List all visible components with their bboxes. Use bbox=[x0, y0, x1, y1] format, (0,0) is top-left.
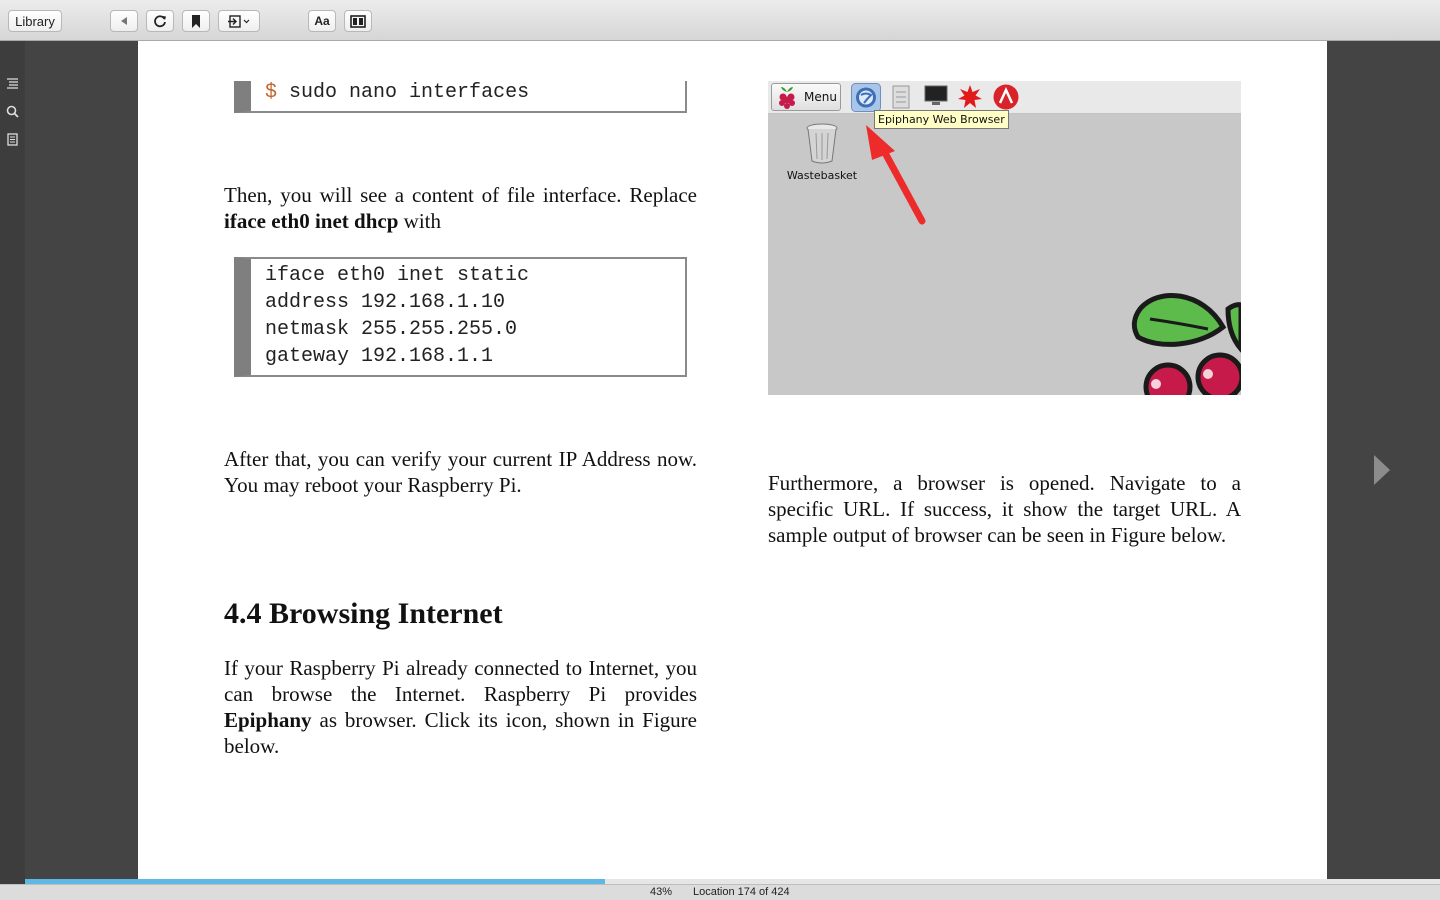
paragraph-browser-opened: Furthermore, a browser is opened. Navigate to a specific URL. If success, it show the target URL. A sample output of browser can be seen in Figure below. bbox=[768, 471, 1241, 547]
paragraph-interface bbox=[224, 182, 697, 234]
red-arrow-annotation bbox=[860, 125, 930, 225]
figure-menu-button bbox=[771, 83, 841, 111]
font-settings-button[interactable]: Aa bbox=[308, 10, 336, 32]
terminal-icon bbox=[924, 85, 948, 107]
wastebasket-label: Wastebasket bbox=[786, 169, 858, 182]
bookmark-button[interactable] bbox=[182, 10, 210, 32]
code-line: address 192.168.1.10 bbox=[265, 291, 506, 314]
figure-tooltip: Epiphany Web Browser bbox=[874, 110, 1009, 129]
go-to-button[interactable] bbox=[218, 10, 260, 32]
figure-desktop-screenshot bbox=[768, 81, 1241, 395]
para-text-tail: with bbox=[398, 209, 441, 233]
wolfram-icon bbox=[992, 83, 1020, 111]
notes-icon[interactable] bbox=[6, 133, 19, 146]
go-to-icon bbox=[227, 15, 251, 28]
next-page-arrow-icon[interactable] bbox=[1374, 455, 1390, 485]
para-text: If your Raspberry Pi already connected to Internet, you can browse the Internet. Raspberry Pi provides bbox=[224, 656, 697, 706]
paragraph-browsing bbox=[224, 655, 697, 759]
search-icon[interactable] bbox=[6, 105, 19, 118]
raspberry-wallpaper-logo bbox=[1128, 289, 1241, 395]
wastebasket-icon bbox=[804, 122, 840, 164]
view-mode-button[interactable] bbox=[344, 10, 372, 32]
library-button[interactable]: Library bbox=[8, 10, 62, 32]
code-line: gateway 192.168.1.1 bbox=[265, 345, 494, 368]
top-toolbar bbox=[0, 0, 1440, 41]
code-line: iface eth0 inet static bbox=[265, 264, 530, 287]
para-bold-epiphany: Epiphany bbox=[224, 708, 312, 732]
code-block-command bbox=[234, 81, 687, 113]
figure-menu-label: Menu bbox=[804, 90, 837, 104]
status-bar bbox=[0, 884, 1440, 900]
para-text-tail: as browser. Click its icon, shown in Figure below. bbox=[224, 708, 697, 758]
two-column-icon bbox=[350, 15, 366, 28]
back-arrow-icon bbox=[119, 16, 129, 26]
paragraph-verify-ip: After that, you can verify your current IP Address now. You may reboot your Raspberry Pi. bbox=[224, 447, 697, 497]
sync-icon bbox=[153, 14, 167, 28]
left-rail bbox=[0, 41, 25, 886]
location-indicator: Location 174 of 424 bbox=[693, 886, 790, 898]
math-kernel-icon bbox=[957, 84, 983, 110]
shell-prompt: $ bbox=[265, 81, 278, 104]
back-button[interactable] bbox=[110, 10, 138, 32]
raspberry-logo-icon bbox=[776, 85, 798, 109]
file-manager-icon bbox=[890, 84, 912, 110]
code-block-static-config bbox=[234, 257, 687, 377]
bookmark-icon bbox=[191, 15, 201, 28]
command-text: sudo nano interfaces bbox=[289, 81, 530, 104]
sync-button[interactable] bbox=[146, 10, 174, 32]
code-line: netmask 255.255.255.0 bbox=[265, 318, 518, 341]
para-text: Then, you will see a content of file interface. Replace bbox=[224, 183, 697, 207]
percent-read: 43% bbox=[650, 886, 673, 898]
para-bold-code: iface eth0 inet dhcp bbox=[224, 209, 399, 233]
table-of-contents-icon[interactable] bbox=[6, 77, 19, 90]
section-heading: 4.4 Browsing Internet bbox=[224, 597, 503, 630]
epiphany-globe-icon bbox=[851, 83, 881, 112]
